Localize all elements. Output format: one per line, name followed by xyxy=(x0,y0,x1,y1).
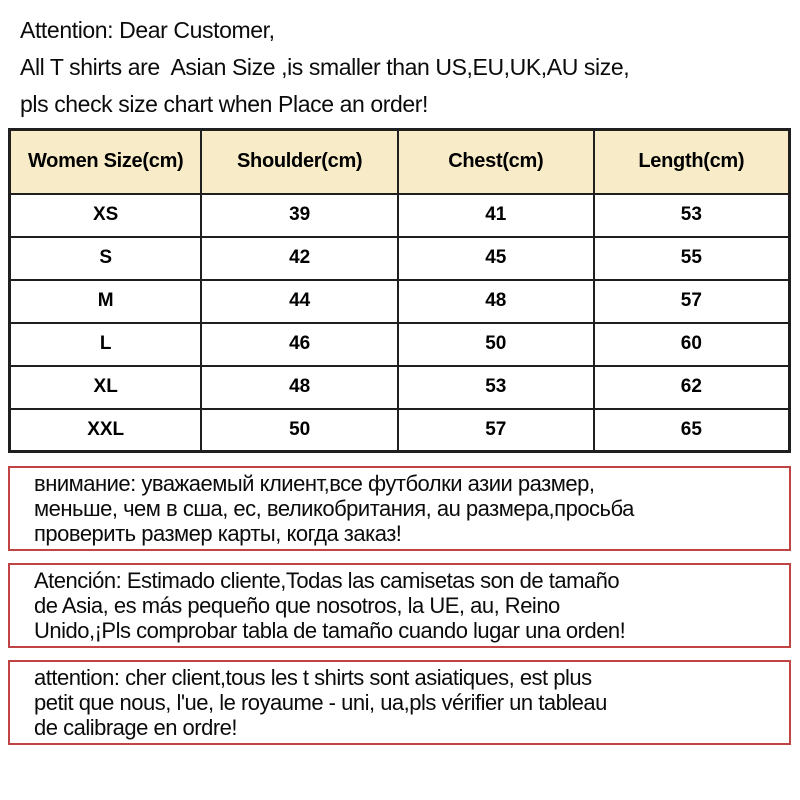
length-value: 62 xyxy=(594,366,790,409)
shoulder-value: 50 xyxy=(201,409,398,452)
length-value: 57 xyxy=(594,280,790,323)
translation-notes xyxy=(0,466,800,745)
note-box-russian xyxy=(8,466,791,551)
french-note-line-1: attention: cher client,tous les t shirts sont asiatiques, est plus xyxy=(34,665,592,690)
table-row-l xyxy=(10,323,790,366)
chest-value: 50 xyxy=(398,323,594,366)
size-table-body xyxy=(10,194,790,452)
attention-line-1: Attention: Dear Customer, xyxy=(20,17,275,43)
column-header-length: Length(cm) xyxy=(594,130,790,194)
length-value: 60 xyxy=(594,323,790,366)
french-note-line-3: de calibrage en ordre! xyxy=(34,715,238,740)
note-box-french xyxy=(8,660,791,745)
shoulder-value: 48 xyxy=(201,366,398,409)
chest-value: 45 xyxy=(398,237,594,280)
table-row-xs xyxy=(10,194,790,237)
length-value: 53 xyxy=(594,194,790,237)
size-label: L xyxy=(10,323,202,366)
size-label: M xyxy=(10,280,202,323)
russian-note-line-1: внимание: уважаемый клиент,все футболки азии размер, xyxy=(34,471,595,496)
french-note-line-2: petit que nous, l'ue, le royaume - uni, ua,pls vérifier un tableau xyxy=(34,690,607,715)
header-row xyxy=(10,130,790,194)
attention-line-2: All T shirts are Asian Size ,is smaller than US,EU,UK,AU size, xyxy=(20,54,630,80)
table-row-xxl xyxy=(10,409,790,452)
spanish-note-line-1: Atención: Estimado cliente,Todas las camisetas son de tamaño xyxy=(34,568,620,593)
shoulder-value: 39 xyxy=(201,194,398,237)
size-chart-page xyxy=(0,12,800,800)
table-row-s xyxy=(10,237,790,280)
shoulder-value: 42 xyxy=(201,237,398,280)
spanish-note-line-3: Unido,¡Pls comprobar tabla de tamaño cuando lugar una orden! xyxy=(34,618,626,643)
russian-note-line-2: меньше, чем в сша, ес, великобритания, au размера,просьба xyxy=(34,496,634,521)
chest-value: 53 xyxy=(398,366,594,409)
column-header-shoulder: Shoulder(cm) xyxy=(201,130,398,194)
size-table-header xyxy=(10,130,790,194)
size-label: XL xyxy=(10,366,202,409)
attention-line-3: pls check size chart when Place an order! xyxy=(20,91,429,117)
shoulder-value: 44 xyxy=(201,280,398,323)
column-header-women-size: Women Size(cm) xyxy=(10,130,202,194)
spanish-note-line-2: de Asia, es más pequeño que nosotros, la UE, au, Reino xyxy=(34,593,560,618)
table-row-xl xyxy=(10,366,790,409)
chest-value: 57 xyxy=(398,409,594,452)
size-label: XXL xyxy=(10,409,202,452)
size-label: XS xyxy=(10,194,202,237)
length-value: 65 xyxy=(594,409,790,452)
size-label: S xyxy=(10,237,202,280)
chest-value: 41 xyxy=(398,194,594,237)
chest-value: 48 xyxy=(398,280,594,323)
russian-note-line-3: проверить размер карты, когда заказ! xyxy=(34,521,402,546)
length-value: 55 xyxy=(594,237,790,280)
attention-header xyxy=(20,12,800,123)
size-table xyxy=(8,128,791,453)
note-box-spanish xyxy=(8,563,791,648)
table-row-m xyxy=(10,280,790,323)
column-header-chest: Chest(cm) xyxy=(398,130,594,194)
shoulder-value: 46 xyxy=(201,323,398,366)
